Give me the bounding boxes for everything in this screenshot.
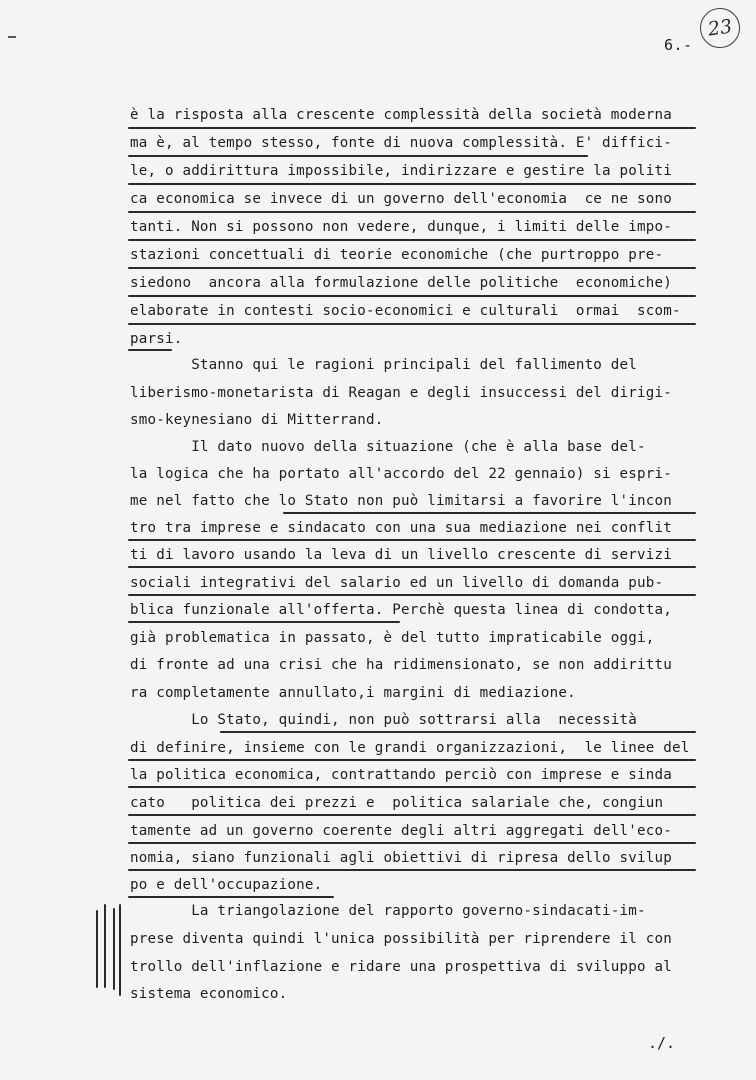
underline-mark	[128, 594, 696, 596]
page-stamp: 23	[697, 5, 742, 50]
underline-mark	[128, 566, 696, 568]
body-line: po e dell'occupazione.	[130, 877, 323, 893]
underline-mark	[283, 512, 696, 514]
body-line: liberismo-monetarista di Reagan e degli insuccessi del dirigi-	[130, 385, 672, 401]
underline-mark	[128, 621, 400, 623]
body-line: le, o addirittura impossibile, indirizzare e gestire la politi	[130, 163, 672, 179]
margin-bar	[113, 908, 115, 990]
body-line: di fronte ad una crisi che ha ridimensionato, se non addirittu	[130, 657, 672, 673]
underline-mark	[128, 869, 696, 871]
page-number: 6.-	[664, 36, 693, 54]
underline-mark	[128, 842, 696, 844]
body-line: è la risposta alla crescente complessità della società moderna	[130, 107, 672, 123]
underline-mark	[220, 731, 696, 733]
body-line: blica funzionale all'offerta. Perchè questa linea di condotta,	[130, 602, 672, 618]
underline-mark	[128, 183, 696, 185]
margin-bar	[104, 904, 106, 988]
underline-mark	[128, 211, 696, 213]
body-line: parsi.	[130, 331, 183, 347]
body-line: già problematica in passato, è del tutto impraticabile oggi,	[130, 630, 655, 646]
underline-mark	[128, 539, 696, 541]
continuation-mark: ./.	[648, 1034, 676, 1052]
body-line: stazioni concettuali di teorie economiche (che purtroppo pre-	[130, 247, 664, 263]
underline-mark	[128, 759, 696, 761]
body-line: ma è, al tempo stesso, fonte di nuova complessità. E' diffici-	[130, 135, 672, 151]
margin-mark	[8, 36, 16, 38]
underline-mark	[128, 896, 334, 898]
underline-mark	[128, 267, 696, 269]
body-line: cato politica dei prezzi e politica salariale che, congiun	[130, 795, 664, 811]
underline-mark	[128, 814, 696, 816]
body-line: Stanno qui le ragioni principali del fallimento del	[130, 357, 638, 373]
margin-bar	[96, 910, 98, 988]
body-line: ti di lavoro usando la leva di un livello crescente di servizi	[130, 547, 672, 563]
body-line: sistema economico.	[130, 986, 288, 1002]
body-line: Il dato nuovo della situazione (che è alla base del-	[130, 439, 646, 455]
body-line: tanti. Non si possono non vedere, dunque, i limiti delle impo-	[130, 219, 672, 235]
body-line: La triangolazione del rapporto governo-sindacati-im-	[130, 903, 646, 919]
body-line: ca economica se invece di un governo dell'economia ce ne sono	[130, 191, 672, 207]
body-line: tro tra imprese e sindacato con una sua mediazione nei conflit	[130, 520, 672, 536]
body-line: prese diventa quindi l'unica possibilità per riprendere il con	[130, 931, 672, 947]
body-line: Lo Stato, quindi, non può sottrarsi alla necessità	[130, 712, 638, 728]
underline-mark	[128, 155, 588, 157]
underline-mark	[128, 323, 696, 325]
underline-mark	[128, 127, 696, 129]
body-line: di definire, insieme con le grandi organizzazioni, le linee del	[130, 740, 690, 756]
body-line: trollo dell'inflazione e ridare una prospettiva di sviluppo al	[130, 959, 672, 975]
body-line: siedono ancora alla formulazione delle politiche economiche)	[130, 275, 672, 291]
body-line: ra completamente annullato,i margini di mediazione.	[130, 685, 576, 701]
body-line: smo-keynesiano di Mitterrand.	[130, 412, 384, 428]
body-line: la politica economica, contrattando perciò con imprese e sinda	[130, 767, 672, 783]
body-line: la logica che ha portato all'accordo del 22 gennaio) si espri-	[130, 466, 672, 482]
body-line: sociali integrativi del salario ed un livello di domanda pub-	[130, 575, 664, 591]
margin-bar	[119, 904, 121, 996]
underline-mark	[128, 295, 696, 297]
body-line: nomia, siano funzionali agli obiettivi di ripresa dello svilup	[130, 850, 672, 866]
body-line: elaborate in contesti socio-economici e culturali ormai scom-	[130, 303, 681, 319]
body-line: tamente ad un governo coerente degli altri aggregati dell'eco-	[130, 823, 672, 839]
underline-mark	[128, 239, 696, 241]
underline-mark	[128, 349, 172, 351]
underline-mark	[128, 786, 696, 788]
body-line: me nel fatto che lo Stato non può limitarsi a favorire l'incon	[130, 493, 672, 509]
